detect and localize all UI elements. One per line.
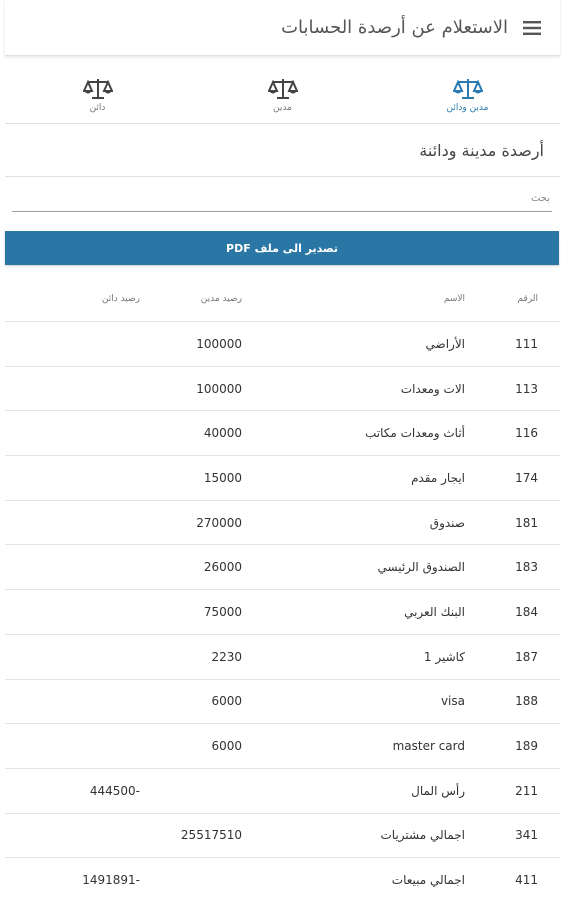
table-row[interactable] — [5, 322, 560, 367]
account-number-cell: 181 — [515, 515, 538, 530]
table-row[interactable] — [5, 367, 560, 412]
account-name-cell: master card — [392, 739, 465, 754]
account-name-cell: كاشير 1 — [423, 649, 465, 664]
account-number-cell: 174 — [515, 470, 538, 485]
account-number-cell: 189 — [515, 739, 538, 754]
column-header-name[interactable]: الاسم — [443, 293, 465, 304]
balance-scale-icon — [268, 77, 298, 101]
account-number-cell: 188 — [515, 694, 538, 709]
account-number-cell: 113 — [515, 381, 538, 396]
account-name-cell: الأراضي — [425, 336, 465, 351]
account-number-cell: 116 — [515, 426, 538, 441]
balance-scale-icon — [83, 77, 113, 101]
table-row[interactable] — [5, 724, 560, 769]
search-input[interactable] — [12, 186, 552, 211]
account-number-cell: 111 — [515, 336, 538, 351]
column-header-credit-balance[interactable]: رصيد دائن — [101, 293, 140, 304]
table-row[interactable] — [5, 858, 560, 900]
tab-debit[interactable] — [190, 60, 375, 123]
tab-label: دائن — [89, 102, 106, 113]
account-number-cell: 183 — [515, 560, 538, 575]
table-row[interactable] — [5, 635, 560, 680]
tab-debit-and-credit[interactable] — [375, 60, 560, 123]
table-row[interactable] — [5, 456, 560, 501]
debit-balance-cell: 40000 — [203, 426, 242, 441]
debit-balance-cell: 6000 — [211, 694, 242, 709]
account-name-cell: ايجار مقدم — [411, 470, 465, 485]
table-header — [5, 276, 560, 322]
account-number-cell: 184 — [515, 604, 538, 619]
debit-balance-cell: 100000 — [196, 336, 242, 351]
credit-balance-cell: 444500- — [89, 783, 140, 798]
tab-label: مدين — [273, 102, 292, 113]
table-row[interactable] — [5, 680, 560, 725]
debit-balance-cell: 270000 — [196, 515, 242, 530]
table-row[interactable] — [5, 590, 560, 635]
table-body — [5, 322, 560, 900]
column-header-debit-balance[interactable]: رصيد مدين — [200, 293, 242, 304]
account-name-cell: رأس المال — [411, 783, 465, 798]
account-name-cell: البنك العربي — [404, 604, 465, 619]
credit-balance-cell: 1491891- — [82, 873, 140, 888]
tab-bar — [5, 60, 560, 124]
table-row[interactable] — [5, 769, 560, 814]
account-name-cell: أثاث ومعدات مكاتب — [364, 426, 465, 441]
section-title: أرصدة مدينة ودائنة — [419, 141, 544, 160]
account-name-cell: visa — [440, 694, 465, 709]
tab-label: مدين ودائن — [446, 102, 489, 113]
account-number-cell: 211 — [515, 783, 538, 798]
account-name-cell: صندوق — [429, 515, 465, 530]
account-number-cell: 187 — [515, 649, 538, 664]
debit-balance-cell: 6000 — [211, 739, 242, 754]
debit-balance-cell: 2230 — [211, 649, 242, 664]
debit-balance-cell: 75000 — [203, 604, 242, 619]
page-title: الاستعلام عن أرصدة الحسابات — [281, 17, 508, 38]
table-row[interactable] — [5, 814, 560, 859]
column-header-number[interactable]: الرقم — [517, 293, 538, 304]
debit-balance-cell: 15000 — [203, 470, 242, 485]
table-row[interactable] — [5, 545, 560, 590]
account-number-cell: 341 — [515, 828, 538, 843]
balance-scale-icon — [453, 77, 483, 101]
search-field — [12, 186, 552, 212]
account-name-cell: الات ومعدات — [400, 381, 465, 396]
tab-credit[interactable] — [5, 60, 190, 123]
app-header — [5, 0, 560, 56]
account-name-cell: اجمالي مشتريات — [380, 828, 465, 843]
table-row[interactable] — [5, 501, 560, 546]
account-name-cell: اجمالي مبيعات — [391, 873, 465, 888]
table-row[interactable] — [5, 411, 560, 456]
debit-balance-cell: 100000 — [196, 381, 242, 396]
account-name-cell: الصندوق الرئيسي — [377, 560, 465, 575]
account-number-cell: 411 — [515, 873, 538, 888]
balances-table — [5, 276, 560, 900]
debit-balance-cell: 25517510 — [180, 828, 242, 843]
hamburger-menu-icon[interactable] — [514, 10, 550, 46]
debit-balance-cell: 26000 — [203, 560, 242, 575]
section-header — [5, 125, 560, 177]
export-pdf-button[interactable]: تصدير الى ملف PDF — [5, 231, 559, 265]
